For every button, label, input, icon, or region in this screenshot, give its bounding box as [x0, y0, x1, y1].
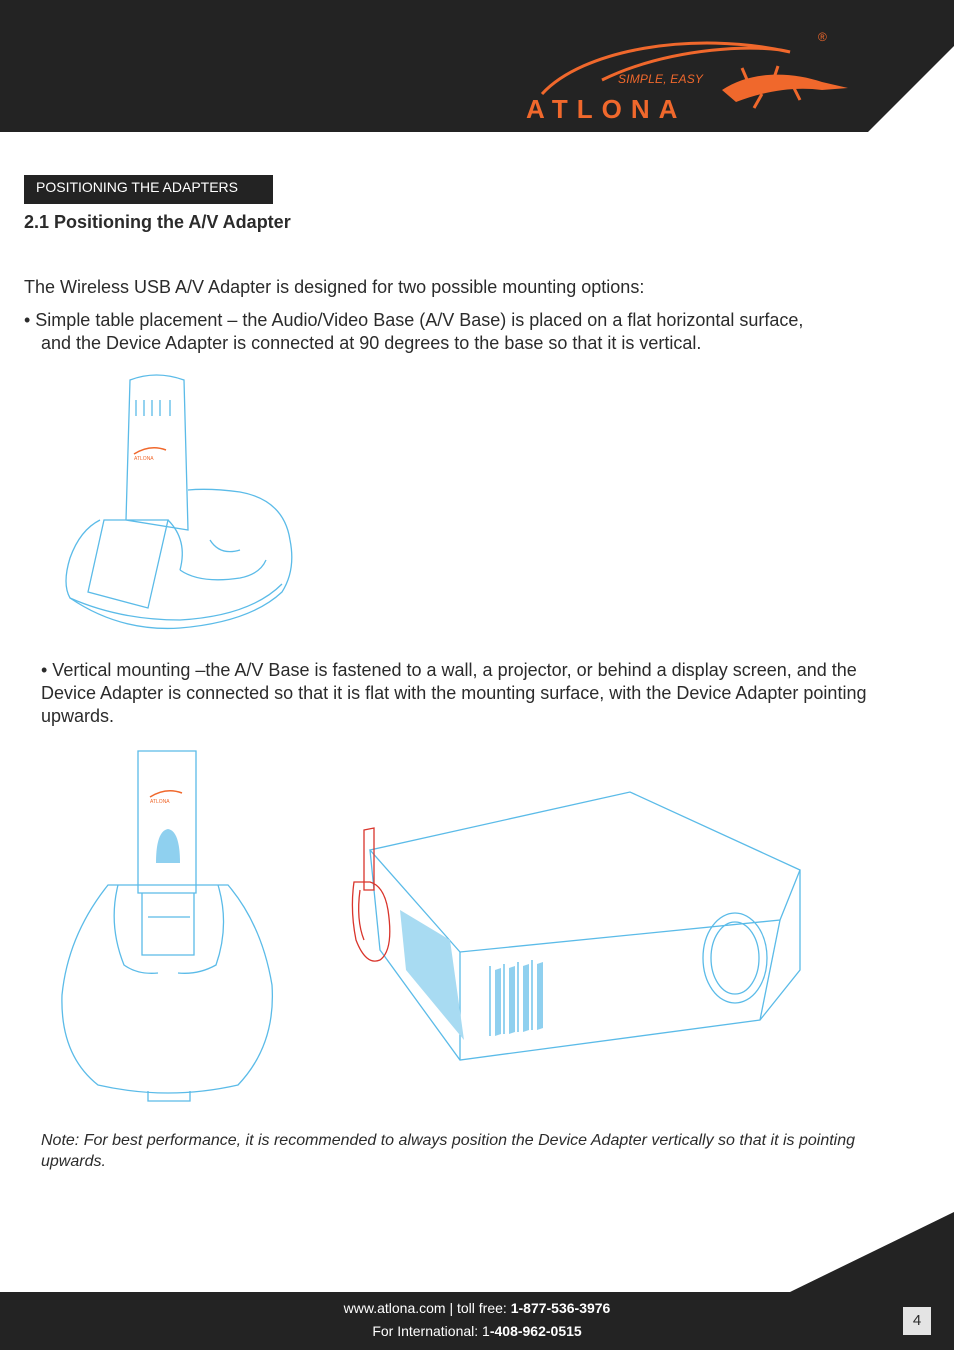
- footer-international-line: [0, 1323, 954, 1339]
- table-placement-illustration: [60, 370, 300, 635]
- bullet-vertical-mounting: • Vertical mounting –the A/V Base is fastened to a wall, a projector, or behind a display screen, and the Device Adapter is connected so that it is flat with the mounting surface, with the Device Adapter pointing upwards.: [41, 660, 867, 726]
- bullet-table-placement: [24, 309, 884, 355]
- logo-wordmark: ATLONA: [526, 94, 687, 124]
- registered-mark: ®: [818, 30, 827, 44]
- adapter-logo-icon: [150, 791, 182, 805]
- note-text: Note: For best performance, it is recommended to always position the Device Adapter vertically so that it is pointing upwards.: [41, 1132, 856, 1170]
- page-number: 4: [903, 1307, 931, 1335]
- intro-paragraph: The Wireless USB A/V Adapter is designed for two possible mounting options:: [24, 277, 645, 297]
- footer-tollfree-phone: 1-877-536-3976: [510, 1300, 611, 1316]
- section-tab: POSITIONING THE ADAPTERS: [24, 175, 273, 204]
- bullet-table-line2: and the Device Adapter is connected at 90 degrees to the base so that it is vertical.: [41, 333, 702, 353]
- logo-slogan: SIMPLE, EASY: [618, 72, 704, 86]
- projector-illustration: [340, 790, 810, 1070]
- bullet-table-line1: • Simple table placement – the Audio/Video Base (A/V Base) is placed on a flat horizontal surface,: [24, 310, 804, 330]
- page-footer: [0, 1292, 954, 1350]
- svg-text:ATLONA: ATLONA: [150, 799, 170, 805]
- section-title: 2.1 Positioning the A/V Adapter: [24, 212, 291, 232]
- adapter-logo-icon: [134, 448, 166, 462]
- footer-corner-notch: [790, 1212, 954, 1292]
- svg-text:ATLONA: ATLONA: [134, 456, 154, 462]
- footer-contact-line: [0, 1300, 954, 1316]
- header-corner-cut: [784, 0, 954, 132]
- footer-international-phone: -408-962-0515: [489, 1323, 582, 1339]
- footer-international-label: For International: 1: [372, 1323, 490, 1339]
- vertical-mounting-illustration: [58, 745, 280, 1105]
- footer-website: www.atlona.com | toll free:: [343, 1300, 511, 1316]
- device-adapter-red: [352, 828, 389, 961]
